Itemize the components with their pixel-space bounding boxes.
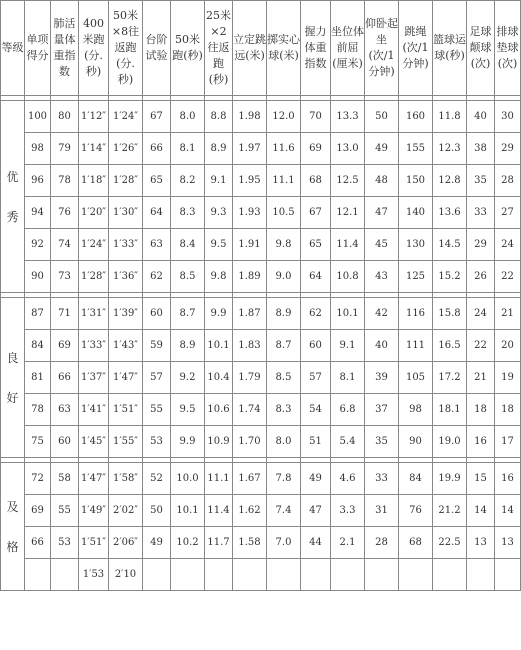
table-row xyxy=(1,229,521,261)
table-cell: 1′51″ xyxy=(79,527,109,559)
column-header: 50米×8往返跑(分.秒) xyxy=(109,1,143,96)
table-cell: 150 xyxy=(399,165,433,197)
table-cell: 11.4 xyxy=(205,495,233,527)
table-cell: 90 xyxy=(25,261,51,293)
table-cell xyxy=(433,559,467,591)
table-cell: 11.8 xyxy=(433,101,467,133)
table-cell: 1′53 xyxy=(79,559,109,591)
table-cell: 9.8 xyxy=(267,229,301,261)
table-cell: 60 xyxy=(143,298,171,330)
table-cell: 1′47″ xyxy=(79,463,109,495)
table-cell: 54 xyxy=(301,394,331,426)
table-cell: 38 xyxy=(467,133,495,165)
table-cell: 96 xyxy=(25,165,51,197)
table-cell: 84 xyxy=(25,330,51,362)
table-cell: 1.58 xyxy=(233,527,267,559)
table-cell: 66 xyxy=(143,133,171,165)
table-cell: 1.87 xyxy=(233,298,267,330)
table-cell: 14.5 xyxy=(433,229,467,261)
column-header: 掷实心球(米) xyxy=(267,1,301,96)
table-cell: 8.0 xyxy=(267,426,301,458)
table-cell: 1′30″ xyxy=(109,197,143,229)
table-cell: 9.1 xyxy=(205,165,233,197)
table-cell: 12.5 xyxy=(331,165,365,197)
table-cell: 11.4 xyxy=(331,229,365,261)
table-cell: 18 xyxy=(495,394,521,426)
table-row xyxy=(1,394,521,426)
table-cell: 43 xyxy=(365,261,399,293)
column-header: 仰卧起坐(次/1分钟) xyxy=(365,1,399,96)
table-cell: 67 xyxy=(301,197,331,229)
table-cell: 1.74 xyxy=(233,394,267,426)
table-cell: 1′12″ xyxy=(79,101,109,133)
table-cell: 12.1 xyxy=(331,197,365,229)
table-cell: 27 xyxy=(495,197,521,229)
grade-label: 秀 xyxy=(6,209,19,224)
table-cell: 74 xyxy=(51,229,79,261)
table-cell: 10.9 xyxy=(205,426,233,458)
table-cell xyxy=(495,559,521,591)
table-row xyxy=(1,362,521,394)
column-header: 台阶试验 xyxy=(143,1,171,96)
table-cell: 65 xyxy=(143,165,171,197)
table-cell: 19.9 xyxy=(433,463,467,495)
table-cell: 1′24″ xyxy=(109,101,143,133)
table-cell: 78 xyxy=(25,394,51,426)
table-cell: 1.67 xyxy=(233,463,267,495)
column-header: 跳绳(次/1分钟) xyxy=(399,1,433,96)
header-row xyxy=(1,1,521,96)
table-cell: 1.70 xyxy=(233,426,267,458)
table-cell: 5.4 xyxy=(331,426,365,458)
table-cell: 116 xyxy=(399,298,433,330)
table-cell: 160 xyxy=(399,101,433,133)
table-cell: 9.2 xyxy=(171,362,205,394)
table-row xyxy=(1,101,521,133)
table-cell: 30 xyxy=(495,101,521,133)
table-row xyxy=(1,298,521,330)
table-cell: 10.0 xyxy=(171,463,205,495)
column-header: 篮球运球(秒) xyxy=(433,1,467,96)
table-cell: 79 xyxy=(51,133,79,165)
table-cell: 8.0 xyxy=(171,101,205,133)
table-cell: 29 xyxy=(467,229,495,261)
table-row xyxy=(1,133,521,165)
table-cell: 10.6 xyxy=(205,394,233,426)
table-row xyxy=(1,463,521,495)
grade-label: 格 xyxy=(6,539,19,554)
table-body xyxy=(1,96,521,591)
table-cell: 2′10 xyxy=(109,559,143,591)
table-cell: 12.3 xyxy=(433,133,467,165)
table-cell: 21.2 xyxy=(433,495,467,527)
table-cell: 70 xyxy=(301,101,331,133)
table-cell: 11.1 xyxy=(205,463,233,495)
table-cell: 1.93 xyxy=(233,197,267,229)
table-cell: 11.7 xyxy=(205,527,233,559)
table-cell: 18 xyxy=(467,394,495,426)
table-cell: 49 xyxy=(301,463,331,495)
table-cell xyxy=(301,559,331,591)
table-cell: 94 xyxy=(25,197,51,229)
column-header: 立定跳远(米) xyxy=(233,1,267,96)
table-cell: 40 xyxy=(365,330,399,362)
table-cell: 11.6 xyxy=(267,133,301,165)
grade-cell xyxy=(1,101,25,293)
table-row xyxy=(1,330,521,362)
table-row xyxy=(1,261,521,293)
table-cell: 33 xyxy=(467,197,495,229)
table-cell: 60 xyxy=(301,330,331,362)
table-cell: 8.9 xyxy=(205,133,233,165)
table-cell: 49 xyxy=(365,133,399,165)
table-cell: 10.8 xyxy=(331,261,365,293)
table-cell: 9.1 xyxy=(331,330,365,362)
table-cell: 26 xyxy=(467,261,495,293)
table-cell: 16.5 xyxy=(433,330,467,362)
table-cell: 29 xyxy=(495,133,521,165)
table-cell: 1′36″ xyxy=(109,261,143,293)
table-cell: 62 xyxy=(301,298,331,330)
column-header: 肺活量体重指数 xyxy=(51,1,79,96)
table-cell: 19 xyxy=(495,362,521,394)
table-cell: 13.0 xyxy=(331,133,365,165)
table-cell: 66 xyxy=(51,362,79,394)
table-cell: 65 xyxy=(301,229,331,261)
table-cell xyxy=(205,559,233,591)
table-cell xyxy=(399,559,433,591)
table-cell: 63 xyxy=(51,394,79,426)
table-cell: 42 xyxy=(365,298,399,330)
table-cell: 84 xyxy=(399,463,433,495)
table-cell: 130 xyxy=(399,229,433,261)
table-cell xyxy=(51,559,79,591)
table-cell: 50 xyxy=(365,101,399,133)
table-cell: 55 xyxy=(51,495,79,527)
table-cell: 39 xyxy=(365,362,399,394)
table-cell: 8.8 xyxy=(205,101,233,133)
table-cell: 9.9 xyxy=(205,298,233,330)
table-cell: 76 xyxy=(51,197,79,229)
table-cell: 1.89 xyxy=(233,261,267,293)
grade-label: 优 xyxy=(6,169,19,184)
table-cell: 37 xyxy=(365,394,399,426)
table-cell: 58 xyxy=(51,463,79,495)
table-cell: 9.8 xyxy=(205,261,233,293)
table-cell: 1′43″ xyxy=(109,330,143,362)
column-header: 足球颠球(次) xyxy=(467,1,495,96)
table-cell: 1′24″ xyxy=(79,229,109,261)
table-cell: 62 xyxy=(143,261,171,293)
table-cell: 8.5 xyxy=(267,362,301,394)
column-header: 25米×2往返跑(秒) xyxy=(205,1,233,96)
table-cell: 64 xyxy=(143,197,171,229)
table-cell: 14 xyxy=(467,495,495,527)
table-cell: 8.5 xyxy=(171,261,205,293)
table-cell: 8.7 xyxy=(267,330,301,362)
table-cell xyxy=(25,559,51,591)
grade-cell xyxy=(1,463,25,591)
table-cell: 52 xyxy=(143,463,171,495)
table-cell: 1′55″ xyxy=(109,426,143,458)
table-cell: 111 xyxy=(399,330,433,362)
table-cell: 72 xyxy=(25,463,51,495)
table-cell xyxy=(331,559,365,591)
table-cell: 2′02″ xyxy=(109,495,143,527)
table-cell: 11.1 xyxy=(267,165,301,197)
table-cell: 1′51″ xyxy=(109,394,143,426)
table-cell: 7.8 xyxy=(267,463,301,495)
table-cell: 8.3 xyxy=(267,394,301,426)
table-cell: 15.2 xyxy=(433,261,467,293)
grade-label: 良 xyxy=(6,350,19,365)
table-cell: 90 xyxy=(399,426,433,458)
table-cell: 12.0 xyxy=(267,101,301,133)
table-cell: 19.0 xyxy=(433,426,467,458)
column-header: 握力体重指数 xyxy=(301,1,331,96)
table-cell: 40 xyxy=(467,101,495,133)
table-cell: 81 xyxy=(25,362,51,394)
table-cell: 8.1 xyxy=(331,362,365,394)
table-cell: 51 xyxy=(301,426,331,458)
table-cell xyxy=(233,559,267,591)
table-row xyxy=(1,426,521,458)
table-cell: 75 xyxy=(25,426,51,458)
table-cell: 2′06″ xyxy=(109,527,143,559)
table-cell: 66 xyxy=(25,527,51,559)
table-cell: 92 xyxy=(25,229,51,261)
table-cell: 53 xyxy=(51,527,79,559)
table-cell: 1′28″ xyxy=(109,165,143,197)
table-cell: 44 xyxy=(301,527,331,559)
table-cell: 10.1 xyxy=(331,298,365,330)
table-cell: 15.8 xyxy=(433,298,467,330)
table-cell: 22 xyxy=(495,261,521,293)
column-header: 等级 xyxy=(1,1,25,96)
table-cell: 4.6 xyxy=(331,463,365,495)
table-cell: 80 xyxy=(51,101,79,133)
table-cell: 1.83 xyxy=(233,330,267,362)
table-cell: 1′33″ xyxy=(79,330,109,362)
table-cell: 55 xyxy=(143,394,171,426)
table-cell: 8.9 xyxy=(171,330,205,362)
table-cell: 35 xyxy=(467,165,495,197)
table-cell: 16 xyxy=(467,426,495,458)
table-cell: 7.4 xyxy=(267,495,301,527)
table-cell: 8.3 xyxy=(171,197,205,229)
table-cell xyxy=(365,559,399,591)
table-cell: 78 xyxy=(51,165,79,197)
table-cell: 68 xyxy=(301,165,331,197)
column-header: 400米跑(分.秒) xyxy=(79,1,109,96)
table-cell: 31 xyxy=(365,495,399,527)
table-cell: 140 xyxy=(399,197,433,229)
table-cell: 98 xyxy=(25,133,51,165)
table-cell: 71 xyxy=(51,298,79,330)
table-cell: 1′20″ xyxy=(79,197,109,229)
table-cell: 105 xyxy=(399,362,433,394)
table-cell: 1.79 xyxy=(233,362,267,394)
table-cell: 9.5 xyxy=(205,229,233,261)
table-cell: 67 xyxy=(143,101,171,133)
table-cell: 13 xyxy=(495,527,521,559)
table-cell: 1′58″ xyxy=(109,463,143,495)
table-cell: 1′14″ xyxy=(79,133,109,165)
table-cell: 9.9 xyxy=(171,426,205,458)
table-cell: 8.9 xyxy=(267,298,301,330)
table-cell: 9.3 xyxy=(205,197,233,229)
table-cell: 64 xyxy=(301,261,331,293)
table-cell: 22.5 xyxy=(433,527,467,559)
table-cell: 20 xyxy=(495,330,521,362)
column-header: 单项得分 xyxy=(25,1,51,96)
table-cell: 21 xyxy=(467,362,495,394)
table-cell: 1′26″ xyxy=(109,133,143,165)
grade-cell xyxy=(1,298,25,458)
table-row xyxy=(1,165,521,197)
table-cell: 33 xyxy=(365,463,399,495)
table-cell: 68 xyxy=(399,527,433,559)
table-cell: 17 xyxy=(495,426,521,458)
table-cell: 47 xyxy=(365,197,399,229)
table-cell: 22 xyxy=(467,330,495,362)
table-cell xyxy=(171,559,205,591)
grade-label: 及 xyxy=(6,499,19,514)
table-cell: 21 xyxy=(495,298,521,330)
table-cell: 100 xyxy=(25,101,51,133)
table-cell: 28 xyxy=(365,527,399,559)
table-cell: 1′33″ xyxy=(109,229,143,261)
table-cell: 3.3 xyxy=(331,495,365,527)
table-cell: 28 xyxy=(495,165,521,197)
table-cell: 69 xyxy=(51,330,79,362)
table-cell: 69 xyxy=(301,133,331,165)
table-cell: 1.91 xyxy=(233,229,267,261)
table-cell: 63 xyxy=(143,229,171,261)
column-header: 50米跑(秒) xyxy=(171,1,205,96)
table-row xyxy=(1,559,521,591)
table-cell: 16 xyxy=(495,463,521,495)
table-cell: 1.95 xyxy=(233,165,267,197)
table-cell: 7.0 xyxy=(267,527,301,559)
table-cell: 1′37″ xyxy=(79,362,109,394)
table-cell: 10.2 xyxy=(171,527,205,559)
table-cell: 50 xyxy=(143,495,171,527)
table-cell: 24 xyxy=(495,229,521,261)
table-cell: 57 xyxy=(301,362,331,394)
table-cell: 17.2 xyxy=(433,362,467,394)
table-cell: 10.4 xyxy=(205,362,233,394)
table-cell: 2.1 xyxy=(331,527,365,559)
table-cell: 98 xyxy=(399,394,433,426)
grade-label: 好 xyxy=(6,390,19,405)
table-cell: 60 xyxy=(51,426,79,458)
table-cell: 48 xyxy=(365,165,399,197)
table-row xyxy=(1,495,521,527)
table-cell: 1′45″ xyxy=(79,426,109,458)
table-cell: 59 xyxy=(143,330,171,362)
table-cell: 76 xyxy=(399,495,433,527)
table-cell: 13.6 xyxy=(433,197,467,229)
table-cell: 24 xyxy=(467,298,495,330)
table-cell: 15 xyxy=(467,463,495,495)
table-cell xyxy=(267,559,301,591)
table-cell: 35 xyxy=(365,426,399,458)
column-header: 排球垫球(次) xyxy=(495,1,521,96)
table-cell: 1′49″ xyxy=(79,495,109,527)
table-cell: 1′41″ xyxy=(79,394,109,426)
table-cell: 125 xyxy=(399,261,433,293)
table-cell xyxy=(143,559,171,591)
table-cell xyxy=(467,559,495,591)
table-cell: 45 xyxy=(365,229,399,261)
table-cell: 10.1 xyxy=(205,330,233,362)
table-cell: 18.1 xyxy=(433,394,467,426)
table-cell: 14 xyxy=(495,495,521,527)
table-cell: 1′18″ xyxy=(79,165,109,197)
table-cell: 8.2 xyxy=(171,165,205,197)
table-cell: 47 xyxy=(301,495,331,527)
table-cell: 8.7 xyxy=(171,298,205,330)
table-cell: 57 xyxy=(143,362,171,394)
table-cell: 1′47″ xyxy=(109,362,143,394)
table-cell: 8.4 xyxy=(171,229,205,261)
table-cell: 8.1 xyxy=(171,133,205,165)
column-header: 坐位体前屈(厘米) xyxy=(331,1,365,96)
table-cell: 10.5 xyxy=(267,197,301,229)
table-cell: 53 xyxy=(143,426,171,458)
table-cell: 1′39″ xyxy=(109,298,143,330)
table-cell: 1′31″ xyxy=(79,298,109,330)
table-cell: 1.98 xyxy=(233,101,267,133)
table-cell: 13.3 xyxy=(331,101,365,133)
table-cell: 1′28″ xyxy=(79,261,109,293)
table-cell: 1.97 xyxy=(233,133,267,165)
table-row xyxy=(1,527,521,559)
table-cell: 1.62 xyxy=(233,495,267,527)
table-cell: 9.5 xyxy=(171,394,205,426)
table-cell: 12.8 xyxy=(433,165,467,197)
table-cell: 10.1 xyxy=(171,495,205,527)
table-cell: 49 xyxy=(143,527,171,559)
table-row xyxy=(1,197,521,229)
table-cell: 13 xyxy=(467,527,495,559)
table-cell: 87 xyxy=(25,298,51,330)
table-cell: 73 xyxy=(51,261,79,293)
table-cell: 9.0 xyxy=(267,261,301,293)
table-cell: 155 xyxy=(399,133,433,165)
table-cell: 6.8 xyxy=(331,394,365,426)
table-cell: 69 xyxy=(25,495,51,527)
